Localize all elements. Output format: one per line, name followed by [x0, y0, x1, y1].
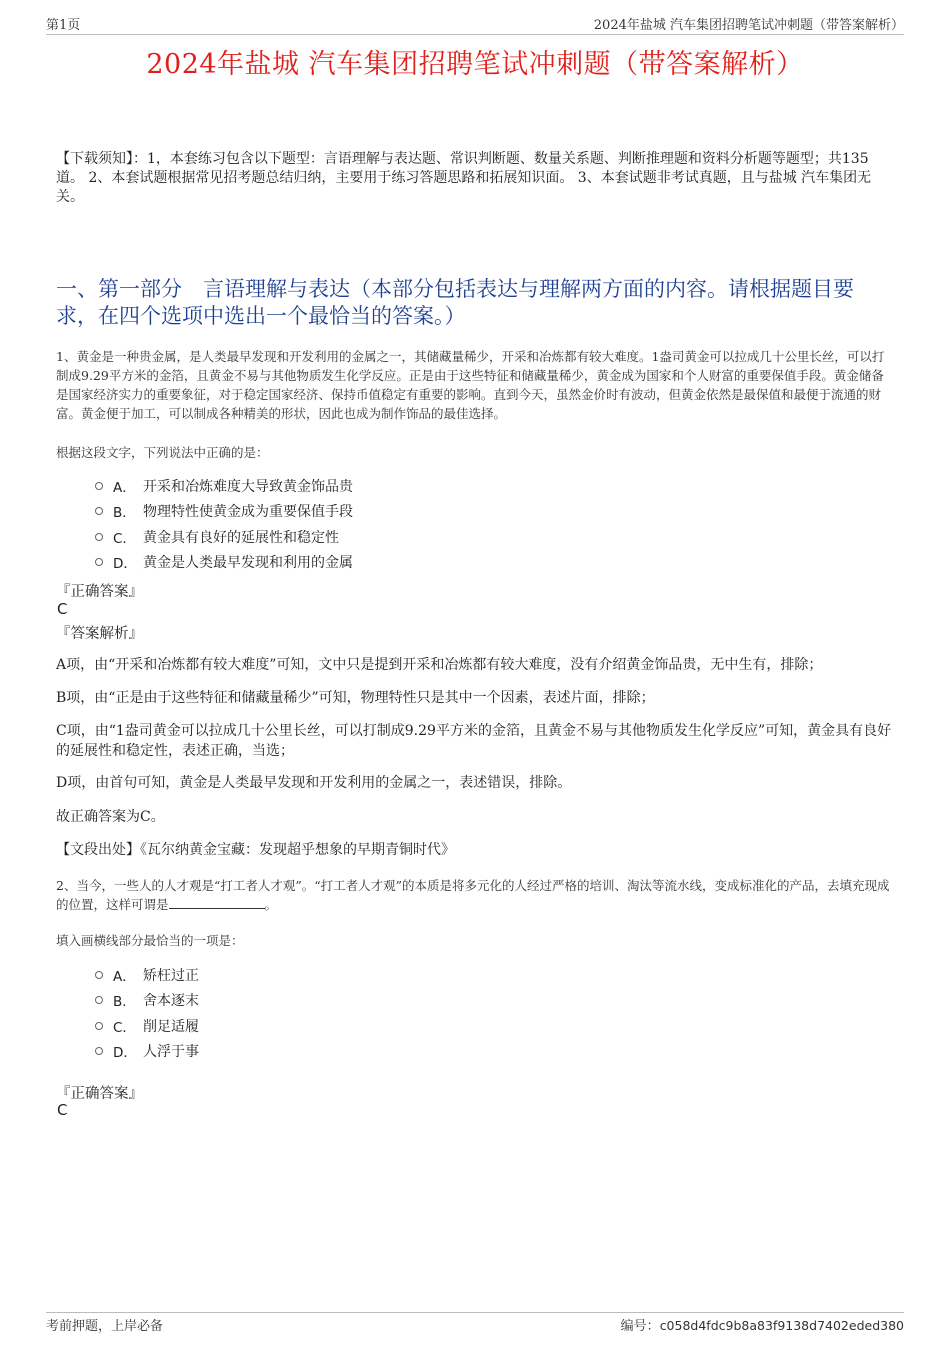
- radio-icon[interactable]: [95, 558, 103, 566]
- question-1-option-d[interactable]: [95, 550, 353, 576]
- document-title: 2024年盐城 汽车集团招聘笔试冲刺题（带答案解析）: [146, 49, 804, 80]
- option-letter: C．: [113, 530, 136, 547]
- question-1-analysis-b: B项，由“正是由于这些特征和储藏量稀少”可知，物理特性只是其中一个因素，表述片面，排除；: [56, 690, 655, 706]
- question-1-text: 1、黄金是一种贵金属，是人类最早发现和开发利用的金属之一，其储藏量稀少，开采和冶炼都有较大难度。1盎司黄金可以拉成几十公里长丝，可以打制成9.29平方米的金箔，且黄金不易与其他物质发生化学反应。正是由于这些特征和储藏量稀少，黄金成为国家和个人财富的重要保值手段。黄金储备是国家经济实力的重要象征，对于稳定国家经济、保持币值稳定有重要的影响。直到今天，虽然金价时有波动，但黄金依然是最保值和最便于流通的财富。黄金便于加工，可以制成各种精美的形状，因此也成为制作饰品的最佳选择。: [56, 349, 885, 421]
- question-1-option-a[interactable]: [95, 473, 353, 499]
- footer-code-value: c058d4fdc9b8a83f9138d7402eded380: [659, 1318, 904, 1333]
- question-1-analysis-label: 『答案解析』: [56, 626, 143, 642]
- question-1-analysis-d: D项，由首句可知，黄金是人类最早发现和开发利用的金属之一，表述错误，排除。: [56, 775, 572, 791]
- radio-icon[interactable]: [95, 1047, 103, 1055]
- question-1-analysis-a: A项，由“开采和冶炼都有较大难度”可知，文中只是提到开采和冶炼都有较大难度，没有介绍黄金饰品贵，无中生有，排除；: [56, 657, 823, 673]
- option-letter: D．: [113, 1045, 137, 1062]
- question-2-text-before: 2、当今，一些人的人才观是“打工者人才观”。“打工者人才观”的本质是将多元化的人经过严格的培训、淘汰等流水线，变成标准化的产品，去填充现成的位置，这样可谓是: [56, 878, 890, 912]
- radio-icon[interactable]: [95, 1022, 103, 1030]
- option-letter: D．: [113, 556, 137, 573]
- option-letter: B．: [113, 505, 136, 522]
- footer-code: [621, 1315, 904, 1334]
- option-letter: B．: [113, 994, 136, 1011]
- question-1-answer-label: 『正确答案』: [56, 584, 143, 600]
- question-1-conclusion: 故正确答案为C。: [56, 809, 165, 825]
- question-1-option-c[interactable]: [95, 524, 353, 550]
- page-footer: [46, 1312, 904, 1334]
- question-2-option-b[interactable]: [95, 988, 199, 1014]
- radio-icon[interactable]: [95, 482, 103, 490]
- option-letter: A．: [113, 968, 136, 985]
- radio-icon[interactable]: [95, 996, 103, 1004]
- option-text: 人浮于事: [143, 1044, 199, 1061]
- question-2-text-after: 。: [264, 897, 278, 912]
- header-doc-title: 2024年盐城 汽车集团招聘笔试冲刺题（带答案解析）: [593, 18, 904, 33]
- question-2-text: [56, 876, 894, 914]
- question-2-options: [95, 962, 199, 1064]
- question-2-prompt: 填入画横线部分最恰当的一项是：: [56, 933, 244, 948]
- download-notice: 【下载须知】：1，本套练习包含以下题型：言语理解与表达题、常识判断题、数量关系题、判断推理题和资料分析题等题型；共135道。 2、本套试题根据常见招考题总结归纳，主要用于练习答题思路和拓展知识面。 3、本套试题非考试真题，且与盐城 汽车集团无关。: [56, 151, 872, 205]
- question-1-options: [95, 473, 353, 575]
- option-text: 开采和冶炼难度大导致黄金饰品贵: [143, 478, 353, 495]
- option-text: 黄金是人类最早发现和利用的金属: [143, 555, 353, 572]
- question-2-option-d[interactable]: [95, 1039, 199, 1065]
- option-text: 黄金具有良好的延展性和稳定性: [143, 529, 339, 546]
- option-text: 舍本逐末: [143, 993, 199, 1010]
- option-text: 削足适履: [143, 1018, 199, 1035]
- option-text: 物理特性使黄金成为重要保值手段: [143, 504, 353, 521]
- question-1-prompt: 根据这段文字，下列说法中正确的是：: [56, 445, 269, 460]
- option-letter: A．: [113, 479, 136, 496]
- footer-slogan: 考前押题，上岸必备: [46, 1319, 164, 1334]
- option-text: 矫枉过正: [143, 967, 199, 984]
- question-1-analysis-c: C项，由“1盎司黄金可以拉成几十公里长丝，可以打制成9.29平方米的金箔，且黄金不易与其他物质发生化学反应”可知，黄金具有良好的延展性和稳定性，表述正确，当选；: [56, 723, 892, 759]
- section-heading: 一、第一部分 言语理解与表达（本部分包括表达与理解两方面的内容。请根据题目要求，在四个选项中选出一个最恰当的答案。）: [56, 277, 854, 328]
- question-2-answer: C: [57, 1101, 68, 1119]
- radio-icon[interactable]: [95, 971, 103, 979]
- question-2-answer-label: 『正确答案』: [56, 1086, 143, 1102]
- radio-icon[interactable]: [95, 507, 103, 515]
- page-header: [46, 14, 904, 35]
- question-2-option-c[interactable]: [95, 1013, 199, 1039]
- answer-blank: [169, 896, 265, 909]
- question-1-answer: C: [57, 600, 68, 618]
- footer-code-label: 编号：: [620, 1319, 660, 1334]
- option-letter: C．: [113, 1019, 136, 1036]
- question-2-option-a[interactable]: [95, 962, 199, 988]
- radio-icon[interactable]: [95, 533, 103, 541]
- question-1-source: 【文段出处】《瓦尔纳黄金宝藏：发现超乎想象的早期青铜时代》: [56, 842, 455, 858]
- page-number: 第1页: [46, 18, 81, 33]
- question-1-option-b[interactable]: [95, 499, 353, 525]
